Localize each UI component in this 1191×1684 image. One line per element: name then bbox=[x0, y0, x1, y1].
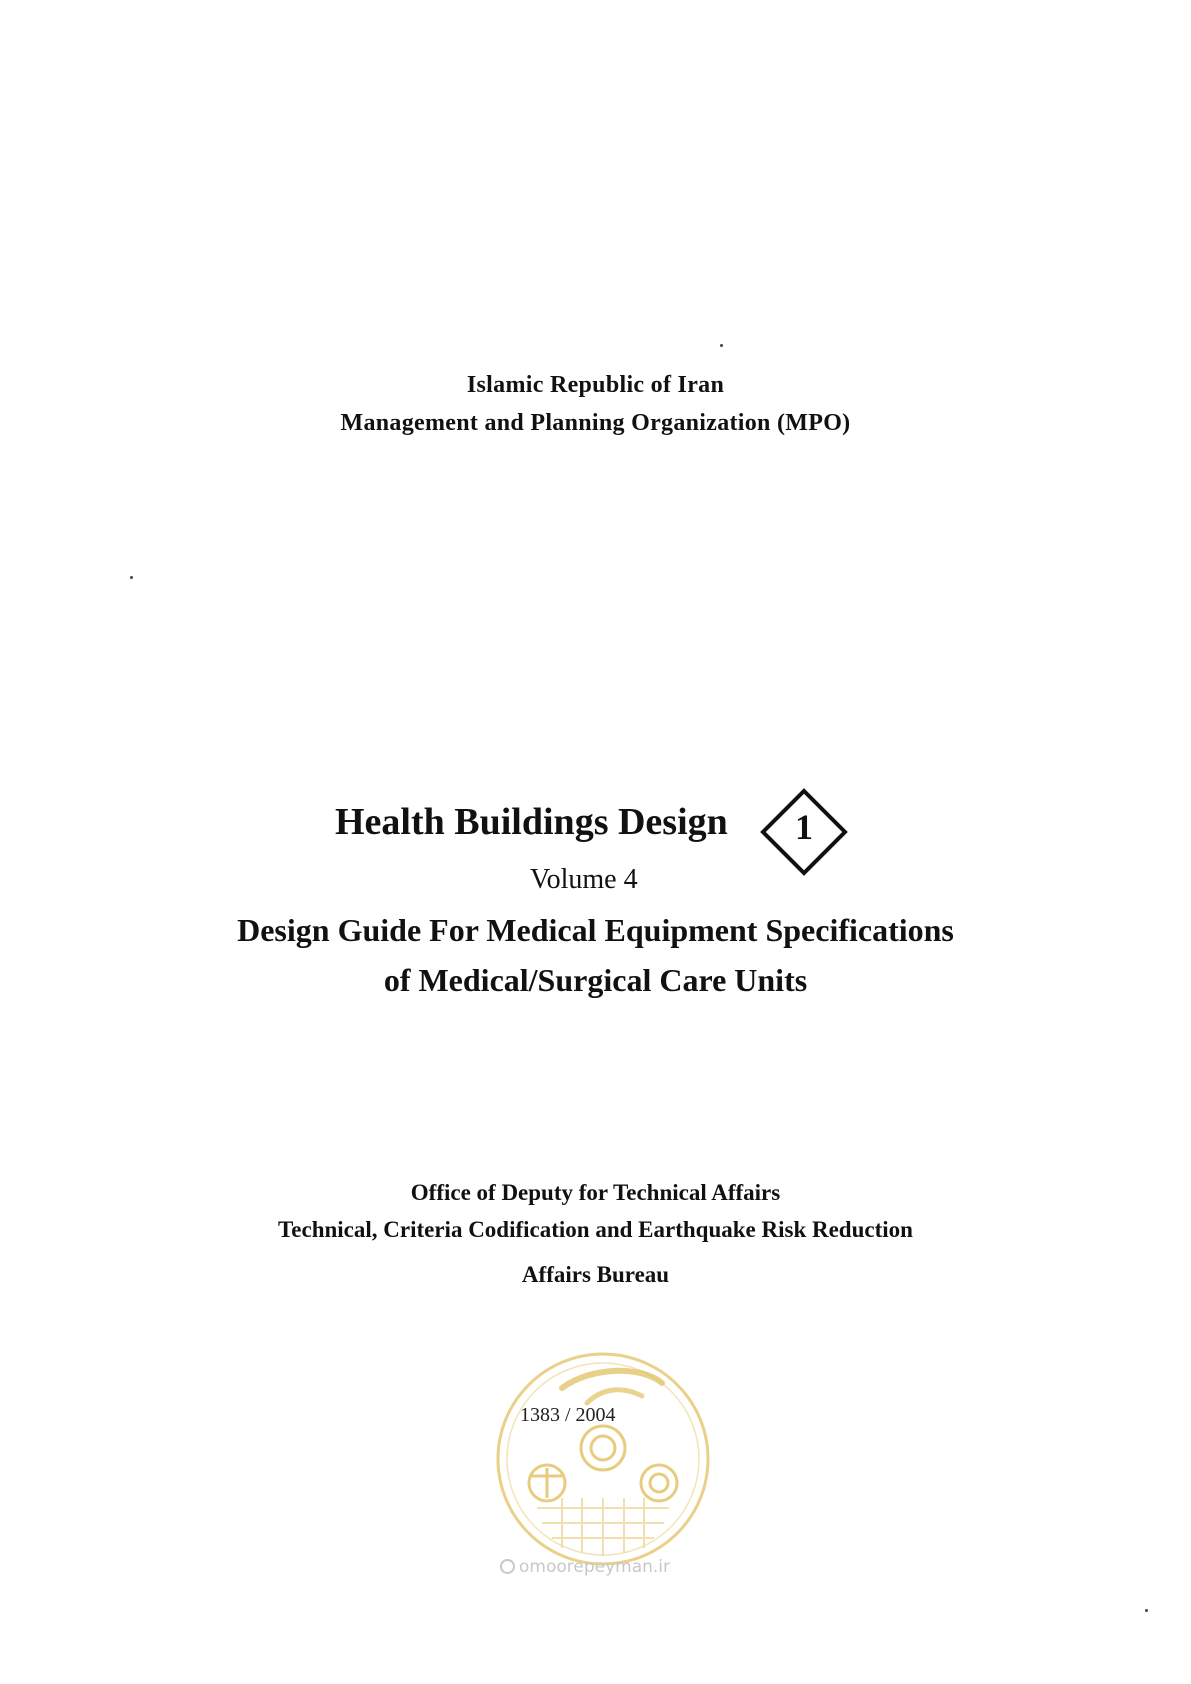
office-line-1: Office of Deputy for Technical Affairs bbox=[410, 1180, 781, 1205]
seal-year: 1383 / 2004 bbox=[520, 1404, 616, 1426]
organization-name: Management and Planning Organization (MPO) bbox=[340, 410, 851, 436]
series-number: 1 bbox=[795, 807, 813, 847]
globe-icon bbox=[500, 1559, 515, 1574]
country-name: Islamic Republic of Iran bbox=[466, 372, 725, 398]
document-title: Health Buildings Design bbox=[335, 801, 728, 843]
subtitle-line-2: of Medical/Surgical Care Units bbox=[383, 962, 808, 998]
watermark bbox=[500, 1557, 670, 1577]
seal-emblem bbox=[492, 1348, 714, 1570]
watermark-text: omoorepeyman.ir bbox=[519, 1557, 671, 1577]
speck bbox=[720, 344, 723, 347]
office-line-3: Affairs Bureau bbox=[521, 1262, 670, 1287]
speck bbox=[130, 576, 133, 579]
speck bbox=[1145, 1609, 1148, 1612]
diamond-badge bbox=[760, 788, 848, 876]
volume-label: Volume 4 bbox=[530, 864, 638, 895]
office-line-2: Technical, Criteria Codification and Earthquake Risk Reduction bbox=[278, 1217, 913, 1242]
subtitle-line-1: Design Guide For Medical Equipment Specifications bbox=[237, 912, 954, 948]
